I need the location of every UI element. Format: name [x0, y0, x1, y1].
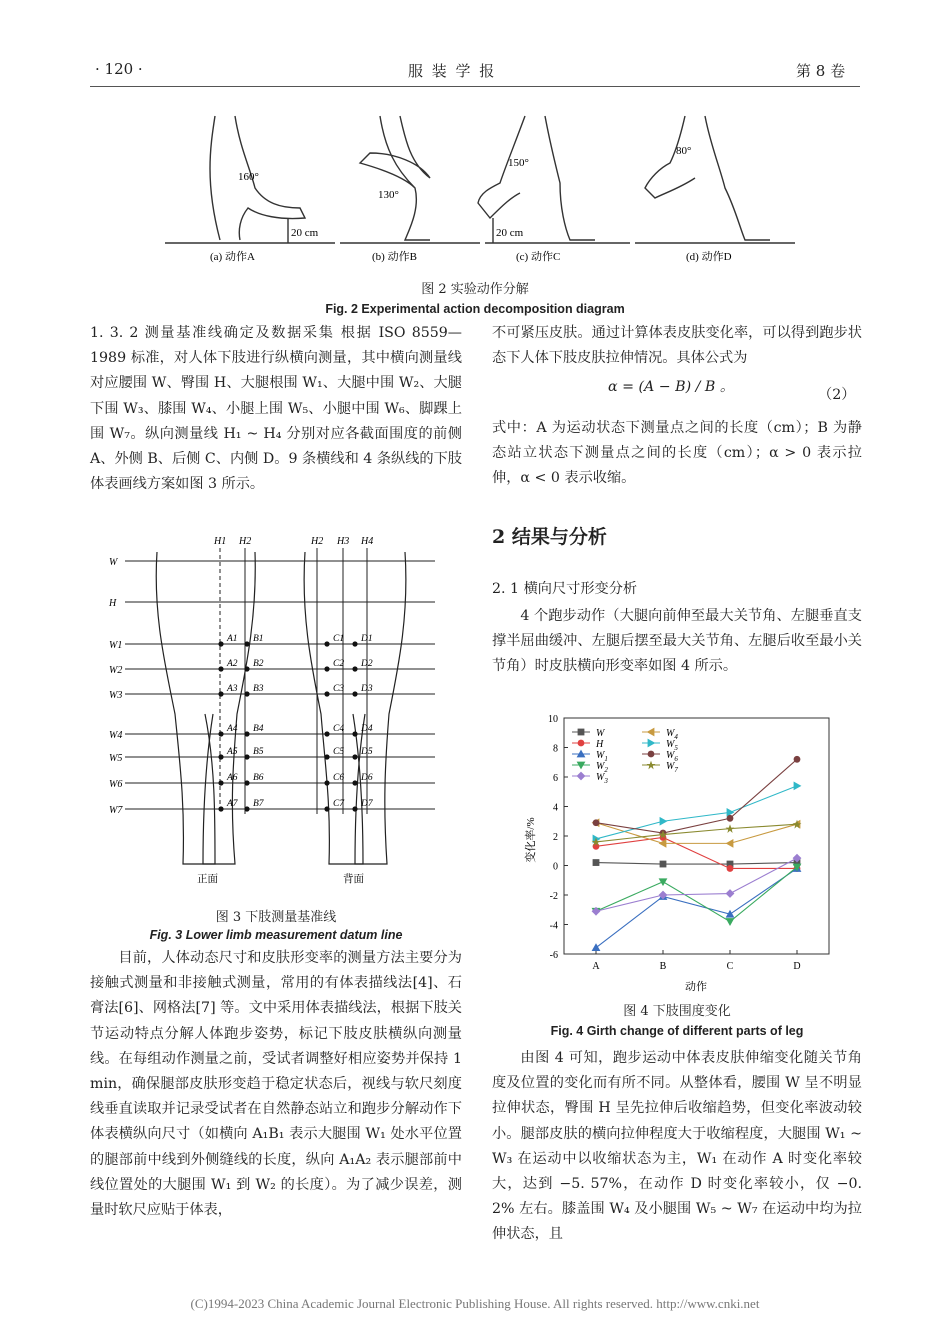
fig2-label-d: (d) 动作D [686, 251, 732, 263]
chart-point-W7 [726, 824, 735, 833]
chart-ytick-label: 10 [548, 714, 558, 725]
fig3-point [244, 731, 249, 736]
chart-ytick-label: 6 [553, 773, 558, 784]
fig3-row-label: W [109, 557, 118, 568]
chart-legend-marker [578, 740, 585, 747]
volume-label: 第 8 卷 [796, 62, 846, 80]
fig3-point-label: A5 [227, 747, 238, 757]
chart-series-line-W [596, 863, 797, 864]
fig3-row-label: W2 [109, 665, 123, 676]
chart-ytick-label: 2 [553, 832, 558, 843]
formula-number: （2） [818, 387, 856, 403]
fig3-back-left-leg [304, 552, 363, 864]
chart-series-line-W3 [596, 858, 797, 911]
fig3-point [244, 806, 249, 811]
chart-ytick-label: 0 [553, 861, 558, 873]
right-column-top [492, 321, 862, 371]
fig3-point [352, 731, 357, 736]
fig3-point-label: D3 [361, 684, 373, 694]
chart-legend-marker [577, 772, 586, 781]
fig3-point [218, 754, 223, 759]
fig3-col-label: H4 [361, 536, 374, 547]
fig3-caption-cn: 图 3 下肢测量基准线 [215, 910, 337, 925]
fig3-point [324, 806, 329, 811]
fig3-point [324, 691, 329, 696]
fig3-point [352, 666, 357, 671]
fig3-point [352, 806, 357, 811]
fig3-point [352, 641, 357, 646]
fig3-point [324, 754, 329, 759]
fig3-point [218, 780, 223, 785]
fig2-angle-d: 80° [676, 145, 692, 157]
fig2-label-a: (a) 动作A [210, 251, 255, 263]
fig3-col-label: H3 [337, 536, 350, 547]
formula-explanation: 式中：A 为运动状态下测量点之间的长度（cm）；B 为静态站立状态下测量点之间的长度（cm）；α > 0 表示拉伸，α < 0 表示收缩。 [492, 420, 862, 487]
fig3-point-label: D5 [361, 747, 373, 757]
fig3-point-label: B3 [253, 684, 264, 694]
fig3-point-label: D7 [361, 799, 373, 809]
fig3-point-label: B5 [253, 747, 264, 757]
fig2-leg-b [360, 116, 430, 240]
fig3-col-label: H1 [214, 536, 227, 547]
fig3-point-label: C6 [333, 773, 345, 783]
right-column-bottom [492, 1046, 862, 1248]
chart-point-W1 [592, 943, 601, 951]
fig3-point-label: B1 [253, 634, 264, 644]
fig3-point-label: C2 [333, 659, 345, 669]
fig3-point [324, 780, 329, 785]
chart-legend-label: $W_5$ [666, 739, 678, 752]
fig3-row-label: W6 [109, 779, 123, 790]
fig3-row-label: W1 [109, 640, 123, 651]
fig3-point [218, 806, 223, 811]
fig3-row-label: H [109, 598, 117, 609]
fig3-front-left-leg [156, 552, 215, 864]
fig2-leg-c [478, 116, 595, 240]
left-column-top [90, 321, 462, 497]
page-number: · 120 · [95, 60, 143, 78]
fig2-height-c: 20 cm [496, 227, 524, 239]
fig3-point-label: C1 [333, 634, 345, 644]
fig2-caption-en: Fig. 2 Experimental action decomposition diagram [325, 302, 625, 316]
fig3-row-label: W5 [109, 753, 123, 764]
fig3-point-label: D6 [361, 773, 373, 783]
chart-legend-marker [647, 728, 655, 737]
fig3-row-label: W4 [109, 730, 123, 741]
skin-change-intro: 不可紧压皮肤。通过计算体表皮肤变化率，可以得到跑步状态下人体下肢皮肤拉伸情况。具体公式为 [492, 325, 862, 367]
chart-point-W6 [593, 819, 600, 826]
fig3-point-label: A4 [227, 724, 238, 734]
chart-legend-marker [648, 751, 655, 758]
fig3-front-right-leg [203, 552, 255, 864]
fig3-point-label: B2 [253, 659, 264, 669]
fig3-point [218, 666, 223, 671]
section-2-1-intro-block [492, 604, 862, 680]
chart-legend-marker [648, 739, 656, 748]
fig3-point [324, 666, 329, 671]
results-paragraph: 由图 4 可知，跑步运动中体表皮肤伸缩变化随关节角度及位置的变化而有所不同。从整体看，腰围 W 呈不明显拉伸状态，臀围 H 呈先拉伸后收缩趋势，但变化率波动较小。腿部皮肤的横向拉伸程度大于收缩程度，大腿围 W₁ ~ W₃ 在运动中以收缩状态为主，W₁ 在动作 A 时变化率较大，达到 −5. 57%，在动作 D 时变化率较小，仅 −0. 2% 左右。膝盖围 W₄ 及小腿围 W₅ ~ W₇ 在运动中均为拉伸状态，且 [492, 1050, 862, 1243]
chart-ytick-label: -4 [549, 920, 558, 932]
fig2-height-a: 20 cm [291, 227, 319, 239]
fig3-point-label: A3 [227, 684, 238, 694]
chart-legend-label: H [596, 739, 604, 750]
fig3-point-label: A6 [227, 773, 238, 783]
chart-point-W5 [794, 781, 802, 790]
fig3-point-label: B4 [253, 724, 264, 734]
chart-ytick-label: -2 [549, 891, 558, 902]
fig3-point-label: D2 [361, 659, 373, 669]
chart-point-W4 [726, 839, 734, 848]
fig2-running-poses [160, 108, 800, 276]
formula-alpha: α = (A − B) / B 。 [608, 379, 735, 395]
chart-point-W2 [659, 878, 668, 886]
chart-legend-label: $W_6$ [666, 750, 678, 763]
fig3-point [244, 641, 249, 646]
section-2-1-title: 2. 1 横向尺寸形变分析 [492, 581, 638, 597]
fig3-point [218, 691, 223, 696]
section-2-title: 2 结果与分析 [492, 526, 607, 548]
fig3-point [244, 691, 249, 696]
fig2-leg-d [645, 116, 770, 240]
fig3-point-label: D1 [361, 634, 373, 644]
fig3-point-label: C3 [333, 684, 345, 694]
fig2-angle-c: 150° [508, 157, 529, 169]
fig3-row-label: W3 [109, 690, 123, 701]
chart-series-line-W6 [596, 759, 797, 833]
chart-series-line-W5 [596, 786, 797, 839]
copyright-footer: (C)1994-2023 China Academic Journal Electronic Publishing House. All rights reserved. http://www.cnki.net [190, 1296, 760, 1311]
chart-series-line-W1 [596, 868, 797, 947]
section-2-1-intro: 4 个跑步动作（大腿向前伸至最大关节角、左腿垂直支撑半屈曲缓冲、左腿后摆至最大关节角、左腿后收至最小关节角）时皮肤横向形变率如图 4 所示。 [492, 608, 862, 675]
fig3-row-label: W7 [109, 805, 123, 816]
chart-point-W [660, 861, 667, 868]
fig3-point [244, 666, 249, 671]
chart-point-W6 [794, 756, 801, 763]
fig3-col-label: H2 [239, 536, 252, 547]
fig2-angle-b: 130° [378, 189, 399, 201]
fig3-point-label: A2 [227, 659, 238, 669]
fig3-caption-en: Fig. 3 Lower limb measurement datum line [149, 928, 403, 942]
measurement-method-paragraph: 目前，人体动态尺寸和皮肤形变率的测量方法主要分为接触式测量和非接触式测量，常用的有体表描线法[4]、石膏法[6]、网格法[7] 等。文中采用体表描线法，根据下肢关节运动特点分解人体跑步姿势，标记下肢皮肤横纵向测量线。在每组动作测量之前，受试者调整好相应姿势并保持 1 min，确保腿部皮肤形变趋于稳定状态后，视线与软尺刻度线垂直读取并记录受试者在自然静态站立和跑步分解动作下体表横纵向尺寸（如横向 A₁B₁ 表示大腿围 W₁ 处水平位置的腿部前中线到外侧缝线的长度，纵向 A₁A₂ 表示腿部前中线位置处的大腿围 W₁ 到 W₂ 的长度）。为了减少误差，测量时软尺应贴于体表， [90, 950, 462, 1219]
chart-legend-label: $W_2$ [596, 761, 608, 774]
fig2-label-c: (c) 动作C [516, 251, 561, 263]
formula-explanation-block [492, 416, 862, 492]
chart-legend-label: $W_7$ [666, 761, 678, 774]
chart-point-H [593, 843, 600, 850]
fig3-point-label: C7 [333, 799, 345, 809]
fig3-point [244, 780, 249, 785]
chart-point-W [593, 859, 600, 866]
fig3-front-label: 正面 [197, 874, 218, 885]
chart-xtick-label: D [793, 961, 801, 972]
fig3-point-label: B6 [253, 773, 264, 783]
fig3-point [352, 691, 357, 696]
fig4-girth-chart [522, 710, 842, 995]
journal-title: 服 装 学 报 [408, 62, 497, 80]
fig3-point-label: B7 [253, 799, 264, 809]
fig3-point [218, 731, 223, 736]
fig3-point-label: A7 [227, 799, 238, 809]
chart-point-W2 [726, 918, 735, 926]
section-1-3-2-paragraph: 1. 3. 2 测量基准线确定及数据采集 根据 ISO 8559—1989 标准，对人体下肢进行纵横向测量，其中横向测量线对应腰围 W、臀围 H、大腿根围 W₁、大腿中围 W₂、大腿下围 W₃、膝围 W₄、小腿上围 W₅、小腿中围 W₆、脚踝上围 W₇。纵向测量线 H₁ ~ H₄ 分别对应各截面围度的前侧 A、外侧 B、后侧 C、内侧 D。9 条横线和 4 条纵线的下肢体表画线方案如图 3 所示。 [90, 325, 462, 493]
fig3-point [218, 641, 223, 646]
fig3-point [244, 754, 249, 759]
chart-legend-label: $W_4$ [666, 728, 678, 741]
fig2-angle-a: 160° [238, 171, 259, 183]
fig3-measurement-lines [105, 534, 445, 890]
chart-ytick-label: 8 [553, 743, 558, 755]
left-column-bottom [90, 946, 462, 1223]
fig3-point-label: C5 [333, 747, 345, 757]
chart-point-H [727, 865, 734, 872]
chart-ytick-label: -6 [549, 950, 558, 961]
chart-legend-marker [647, 761, 656, 770]
chart-xlabel: 动作 [685, 981, 707, 993]
fig3-point-label: D4 [361, 724, 373, 734]
fig3-back-label: 背面 [343, 874, 364, 885]
chart-point-W6 [727, 815, 734, 822]
fig4-caption-en: Fig. 4 Girth change of different parts of leg [550, 1024, 804, 1038]
fig3-point [352, 780, 357, 785]
chart-legend-label: W [596, 728, 605, 739]
chart-point-W3 [726, 889, 735, 898]
fig2-label-b: (b) 动作B [372, 251, 417, 263]
header-rule [90, 86, 860, 87]
fig3-point-label: C4 [333, 724, 345, 734]
chart-xtick-label: B [659, 961, 667, 972]
chart-legend-marker [578, 729, 585, 736]
fig4-caption-cn: 图 4 下肢围度变化 [623, 1004, 731, 1019]
chart-ytick-label: 4 [553, 802, 558, 814]
fig3-point [324, 731, 329, 736]
chart-ylabel: 变化率/% [525, 817, 537, 863]
chart-point-W5 [660, 817, 668, 826]
fig3-point-label: A1 [227, 634, 238, 644]
chart-legend-label: $W_3$ [596, 772, 608, 785]
fig2-caption-cn: 图 2 实验动作分解 [421, 282, 529, 297]
chart-legend-label: $W_1$ [596, 750, 608, 763]
fig3-point [324, 641, 329, 646]
chart-xtick-label: C [726, 961, 734, 972]
fig3-point [352, 754, 357, 759]
fig3-col-label: H2 [311, 536, 324, 547]
chart-xtick-label: A [592, 961, 600, 972]
